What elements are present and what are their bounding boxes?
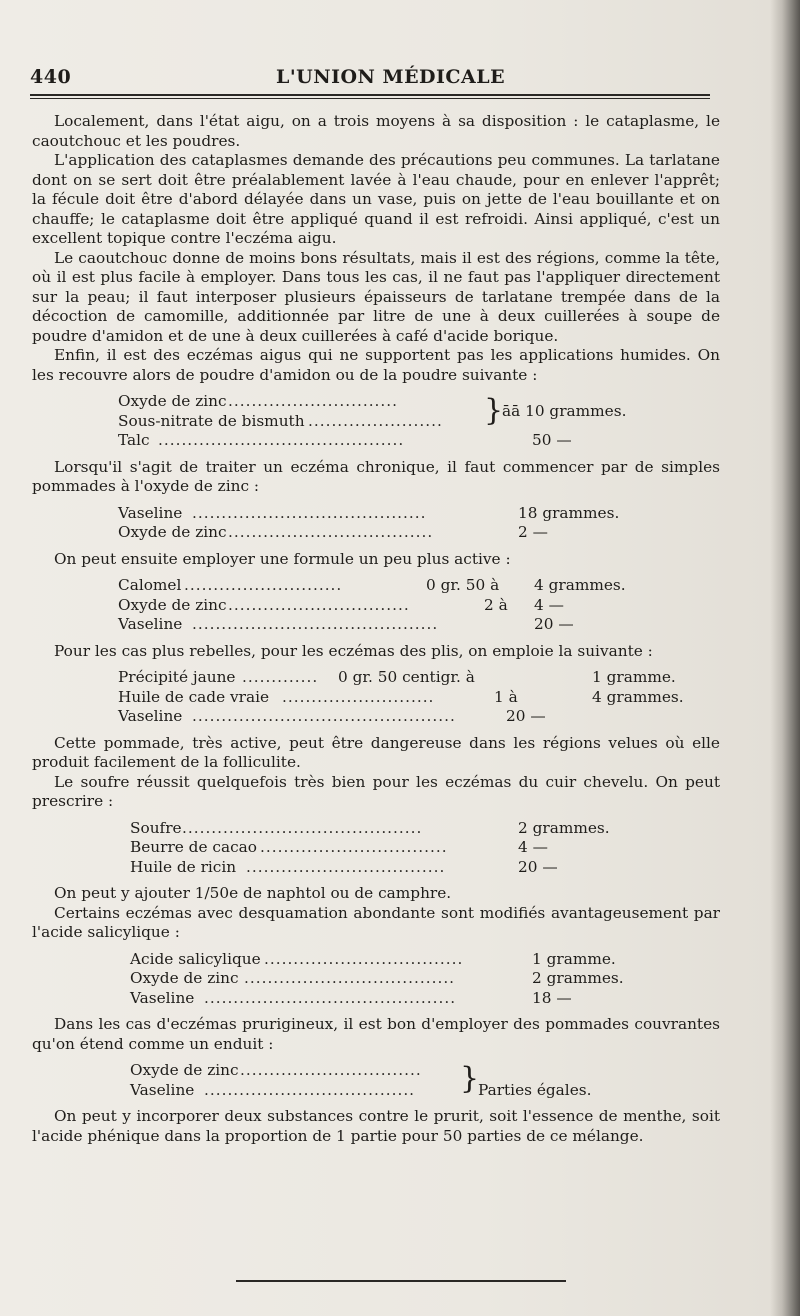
formula-line <box>32 989 720 1009</box>
paragraph: Dans les cas d'eczémas prurigineux, il est bon d'employer des pommades couvrantes qu'on étend comme un enduit : <box>32 1015 720 1053</box>
formula-line <box>32 688 720 708</box>
ingredient-name: Oxyde de zinc <box>118 595 227 614</box>
ingredient-quantity: 2 grammes. <box>532 969 624 987</box>
leader-dots: ............................................. <box>192 707 456 725</box>
leader-dots: ............................... <box>228 595 410 614</box>
ingredient-name: Oxyde de zinc <box>118 523 227 541</box>
leader-dots: ....................... <box>308 411 443 430</box>
leader-dots: ......................................... <box>182 818 423 837</box>
formula-line <box>32 596 720 616</box>
ingredient-name: Acide salicylique <box>130 949 261 968</box>
leader-dots: .................................. <box>264 949 464 968</box>
formula-line <box>32 615 720 635</box>
leader-dots: .......................................... <box>158 431 405 449</box>
leader-dots: ................................ <box>260 838 448 856</box>
leader-dots: ............................... <box>240 1061 422 1079</box>
formula-line <box>32 858 720 878</box>
paragraph: Localement, dans l'état aigu, on a trois moyens à sa disposition : le cataplasme, le caoutchouc et les poudres. <box>32 112 720 150</box>
ingredient-quantity: 2 — <box>518 523 548 541</box>
leader-dots: ........................................ <box>192 503 427 522</box>
ingredient-name: Vaseline <box>130 1080 195 1099</box>
formula-line <box>32 950 720 970</box>
formula-line <box>32 1081 720 1101</box>
paragraph: Pour les cas plus rebelles, pour les eczémas des plis, on emploie la suivante : <box>54 641 653 660</box>
ingredient-name: Vaseline <box>118 615 183 633</box>
ingredient-quantity: 4 — <box>518 838 548 856</box>
leader-dots: .................................... <box>204 1080 416 1099</box>
ingredient-range: 2 à <box>484 595 508 614</box>
formula-line <box>32 668 720 688</box>
ingredient-name: Oxyde de zinc <box>130 1061 239 1079</box>
formula-line <box>32 969 720 989</box>
ingredient-name: Calomel <box>118 576 182 594</box>
leader-dots: .................................. <box>246 857 446 876</box>
ingredient-name: Sous-nitrate de bismuth <box>118 411 305 430</box>
formula-line <box>32 431 720 451</box>
formula-line <box>32 838 720 858</box>
ingredient-quantity: 1 gramme. <box>532 949 616 968</box>
page-header <box>30 62 710 92</box>
paragraph: On peut ensuite employer une formule un peu plus active : <box>54 549 511 568</box>
paragraph: Le soufre réussit quelquefois très bien pour les eczémas du cuir chevelu. On peut prescrire : <box>32 772 720 810</box>
paragraph: On peut y ajouter 1/50e de naphtol ou de camphre. <box>54 884 452 902</box>
ingredient-name: Soufre <box>130 818 182 837</box>
leader-dots: ................................... <box>228 523 434 541</box>
formula-line <box>32 819 720 839</box>
header-rule-thin <box>30 98 710 99</box>
ingredient-range: 1 à <box>494 687 518 706</box>
paragraph: Lorsqu'il s'agit de traiter un eczéma chronique, il faut commencer par de simples pommades à l'oxyde de zinc : <box>32 457 720 495</box>
book-spine-shadow <box>770 0 800 1316</box>
header-rule <box>30 94 710 96</box>
leader-dots: .................................... <box>244 969 456 987</box>
ingredient-name: Vaseline <box>130 988 195 1007</box>
ingredient-name: Oxyde de zinc <box>118 392 227 410</box>
ingredient-quantity: 4 grammes. <box>534 576 626 594</box>
ingredient-quantity: 1 gramme. <box>592 668 676 686</box>
ingredient-quantity: 20 — <box>534 615 574 633</box>
article-body <box>32 112 720 1146</box>
ingredient-range: 0 gr. 50 à <box>426 576 500 594</box>
ingredient-quantity: Parties égales. <box>478 1080 592 1099</box>
ingredient-name: Oxyde de zinc <box>130 969 239 987</box>
ingredient-name: Talc <box>118 431 150 449</box>
ingredient-quantity: 4 grammes. <box>592 687 684 706</box>
ingredient-name: Huile de cade vraie <box>118 687 270 706</box>
paragraph: Enfin, il est des eczémas aigus qui ne supportent pas les applications humides. On les recouvre alors de poudre d'amidon ou de la poudre suivante : <box>32 346 720 384</box>
leader-dots: ........................... <box>184 576 343 594</box>
leader-dots: ............................. <box>228 392 399 410</box>
paragraph: L'application des cataplasmes demande des précautions peu communes. La tarlatane dont on se sert doit être préalablement lavée à l'eau chaude, pour en enlever l'apprêt; la fécule doit être d'abord délayée dans un vase, puis on jette de l'eau bouillante et on chauffe; le cataplasme doit être appliqué quand il est refroidi. Ainsi appliqué, c'est un excellent topique contre l'eczéma aigu. <box>32 151 720 247</box>
ingredient-range: 0 gr. 50 centigr. à <box>338 668 475 686</box>
ingredient-quantity: 18 grammes. <box>518 503 620 522</box>
formula-line <box>32 504 720 524</box>
closing-rule <box>236 1280 566 1282</box>
paragraph: Certains eczémas avec desquamation abondante sont modifiés avantageusement par l'acide salicylique : <box>32 903 720 941</box>
leader-dots: .......................... <box>282 687 435 706</box>
page-number: 440 <box>30 66 72 88</box>
formula-line <box>32 707 720 727</box>
ingredient-name: Huile de ricin <box>130 857 237 876</box>
formula-line <box>32 576 720 596</box>
brace-glyph: } <box>460 1061 480 1096</box>
running-title: L'UNION MÉDICALE <box>276 66 506 88</box>
ingredient-quantity: āā 10 grammes. <box>502 401 627 420</box>
paragraph: On peut y incorporer deux substances contre le prurit, soit l'essence de menthe, soit l'acide phénique dans la proportion de 1 partie pour 50 parties de ce mélange. <box>32 1107 720 1145</box>
ingredient-name: Vaseline <box>118 503 183 522</box>
ingredient-quantity: 4 — <box>534 595 564 614</box>
ingredient-quantity: 20 — <box>518 857 558 876</box>
formula-line <box>32 523 720 543</box>
ingredient-name: Précipité jaune <box>118 668 236 686</box>
leader-dots: .......................................... <box>192 615 439 633</box>
ingredient-quantity: 2 grammes. <box>518 818 610 837</box>
ingredient-quantity: 18 — <box>532 988 572 1007</box>
brace-glyph: } <box>484 392 504 428</box>
ingredient-name: Vaseline <box>118 707 183 725</box>
paragraph: Le caoutchouc donne de moins bons résultats, mais il est des régions, comme la tête, où il est plus facile à employer. Dans tous les cas, il ne faut pas l'appliquer directement sur la peau; il faut interposer plusieurs épaisseurs de tarlatane trempée dans de la décoction de camomille, additionnée par litre de une à deux cuillerées à soupe de poudre d'amidon et de une à deux cuillerées à café d'acide borique. <box>32 248 720 345</box>
ingredient-quantity: 20 — <box>506 707 546 725</box>
leader-dots: ............. <box>242 668 319 686</box>
paragraph: Cette pommade, très active, peut être dangereuse dans les régions velues où elle produit facilement de la folliculite. <box>32 733 720 771</box>
leader-dots: ........................................... <box>204 988 457 1007</box>
ingredient-quantity: 50 — <box>532 431 572 449</box>
ingredient-name: Beurre de cacao <box>130 838 257 856</box>
